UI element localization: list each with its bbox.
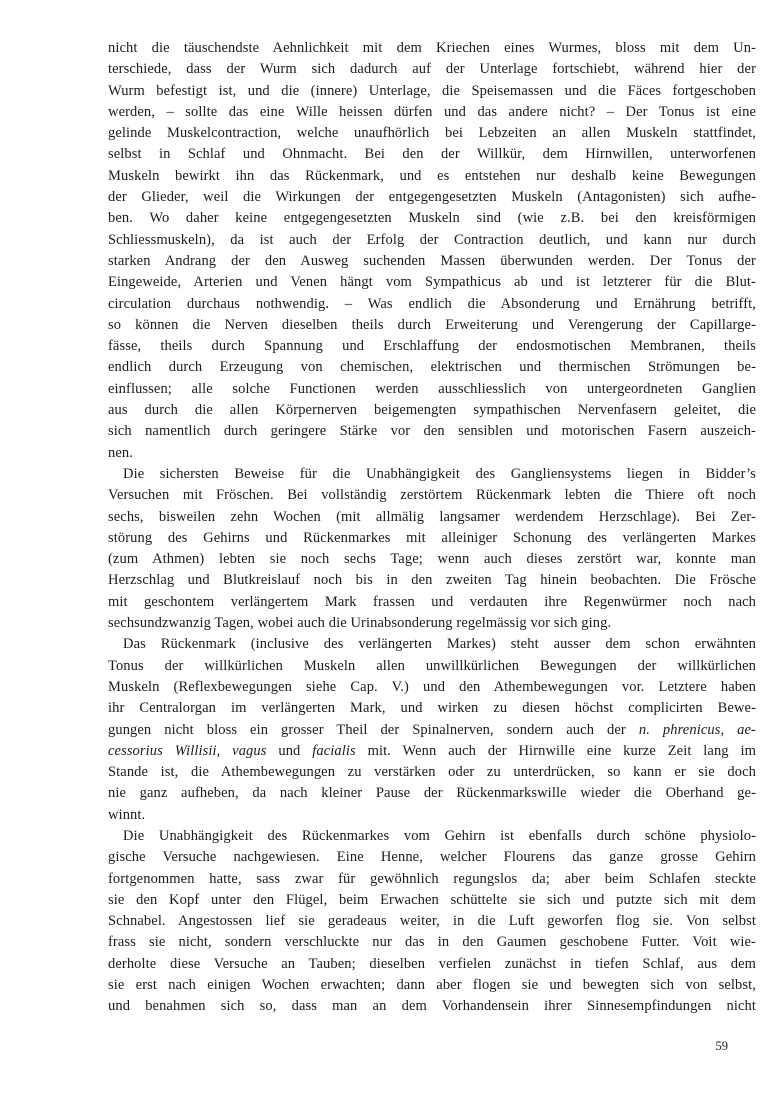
text-line: Die Unabhängigkeit des Rückenmarkes vom Gehirn ist ebenfalls durch schöne physiolo- bbox=[123, 827, 756, 844]
text-line: endlich durch Erzeugung von chemischen, elektrischen und thermischen Strömungen be- bbox=[108, 359, 756, 376]
text-line: Das Rückenmark (inclusive des verlängerten Markes) steht ausser dem schon erwähnten bbox=[123, 636, 756, 653]
text-line: gelinde Muskelcontraction, welche unaufhörlich bei Lebzeiten an allen Muskeln stattfindet, bbox=[108, 125, 756, 142]
page-number: 59 bbox=[715, 1039, 728, 1053]
text-line: Schnabel. Angestossen lief sie geradeaus weiter, in die Luft geworfen flog sie. Von selbst bbox=[108, 913, 756, 930]
paragraph bbox=[108, 826, 756, 1018]
text-line: sechsundzwanzig Tagen, wobei auch die Urinabsonderung regelmässig vor sich ging. bbox=[108, 615, 612, 632]
text-line: selbst in Schlaf und Ohnmacht. Bei den der Willkür, dem Hirnwillen, unterworfenen bbox=[108, 146, 756, 163]
text-line: Wurm befestigt ist, und die (innere) Unterlage, die Speisemassen und die Fäces fortgeschoben bbox=[108, 82, 756, 99]
text-line: gungen nicht bloss ein grosser Theil der Spinalnerven, sondern auch der n. phrenicus, ae- bbox=[108, 721, 756, 738]
italic-text: facialis bbox=[312, 742, 356, 759]
italic-text: n. phrenicus, ae- bbox=[638, 721, 756, 738]
text-line: störung des Gehirns und Rückenmarkes mit alleiniger Schonung des verlängerten Markes bbox=[108, 529, 756, 546]
italic-text: cessorius Willisii, vagus bbox=[108, 742, 267, 759]
paragraph bbox=[108, 38, 756, 464]
text-line: fortgenommen hatte, sass zwar für gewöhnlich regungslos da; aber beim Schlafen steckte bbox=[108, 870, 756, 887]
text-line: sie erst nach einigen Wochen erwachten; dann aber flogen sie und bewegten sich von selbst, bbox=[108, 977, 756, 994]
text-line: nen. bbox=[108, 444, 133, 461]
text-line: winnt. bbox=[108, 806, 146, 823]
text-line: gische Versuche nachgewiesen. Eine Henne, welcher Flourens das ganze grosse Gehirn bbox=[108, 849, 756, 866]
text-line: Die sichersten Beweise für die Unabhängigkeit des Gangliensystems liegen in Bidder’s bbox=[123, 465, 756, 482]
text-line: (zum Athmen) lebten sie noch sechs Tage; wenn auch dieses zerstört war, konnte man bbox=[108, 551, 756, 568]
text-line: und benahmen sich so, dass man an dem Vorhandensein ihrer Sinnesempfindungen nicht bbox=[108, 998, 756, 1015]
text-line: Stande ist, die Athembewegungen zu verstärken oder zu unterdrücken, so kann er sie doch bbox=[108, 764, 756, 781]
text-line: mit geschontem verlängertem Mark frassen und verdauten ihre Regenwürmer noch nach bbox=[108, 593, 756, 610]
text-line: circulation durchaus nothwendig. – Was endlich die Absonderung und Ernährung betrifft, bbox=[108, 295, 756, 312]
text-line: cessorius Willisii, vagus und facialis mit. Wenn auch der Hirnwille eine kurze Zeit lang im bbox=[108, 742, 756, 759]
text-line: nie ganz aufheben, da nach kleiner Pause der Rückenmarkswille wieder die Oberhand ge- bbox=[108, 785, 756, 802]
text-line: aus durch die allen Körpernerven beigemengten sympathischen Nervenfasern geleitet, die bbox=[108, 402, 756, 419]
text-line: derholte diese Versuche an Tauben; dieselben verfielen zunächst in tiefen Schlaf, aus dem bbox=[108, 955, 756, 972]
text-line: sie den Kopf unter den Flügel, beim Erwachen schüttelte sie sich und putzte sich mit dem bbox=[108, 891, 756, 908]
text-line: fässe, theils durch Spannung und Erschlaffung der endosmotischen Membranen, theils bbox=[108, 338, 756, 355]
text-line: Muskeln (Reflexbewegungen siehe Cap. V.) und den Athembewegungen vor. Letztere haben bbox=[108, 678, 756, 695]
text-line: starken Andrang der den Ausweg suchenden Massen überwunden werden. Der Tonus der bbox=[108, 252, 756, 269]
text-line: sechs, bisweilen zehn Wochen (mit allmälig langsamer werdendem Herzschlage). Bei Zer- bbox=[108, 508, 756, 525]
text-line: Muskeln bewirkt ihn das Rückenmark, und es entstehen nur deshalb keine Bewegungen bbox=[108, 167, 756, 184]
text-line: frass sie nicht, sondern verschluckte nur das in den Gaumen geschobene Futter. Voit wie- bbox=[108, 934, 756, 951]
text-line: Eingeweide, Arterien und Venen hängt vom Sympathicus ab und ist letzterer für die Blut- bbox=[108, 274, 756, 291]
text-line: sich namentlich durch geringere Stärke vor den sensiblen und motorischen Fasern auszeich- bbox=[108, 423, 756, 440]
text-line: Tonus der willkürlichen Muskeln allen unwillkürlichen Bewegungen der willkürlichen bbox=[108, 657, 756, 674]
paragraph bbox=[108, 634, 756, 826]
paragraph bbox=[108, 464, 756, 634]
text-line: Versuchen mit Fröschen. Bei vollständig zerstörtem Rückenmark lebten die Thiere oft noch bbox=[108, 487, 756, 504]
text-line: so können die Nerven dieselben theils durch Erweiterung und Verengerung der Capillarge- bbox=[108, 316, 756, 333]
text-line: der Glieder, weil die Wirkungen der entgegengesetzten Muskeln (Antagonisten) sich aufhe- bbox=[108, 189, 756, 206]
text-line: ben. Wo daher keine entgegengesetzten Muskeln sind (wie z.B. bei den kreisförmigen bbox=[108, 210, 756, 227]
text-line: terschiede, dass der Wurm sich dadurch auf der Unterlage fortschiebt, während hier der bbox=[108, 61, 756, 78]
text-block bbox=[108, 38, 756, 1018]
text-line: nicht die täuschendste Aehnlichkeit mit dem Kriechen eines Wurmes, bloss mit dem Un- bbox=[108, 40, 756, 56]
text-line: ihr Centralorgan im verlängerten Mark, und wirken zu diesen höchst complicirten Bewe- bbox=[108, 700, 756, 717]
text-line: Herzschlag und Blutkreislauf noch bis in den zweiten Tag hinein beobachten. Die Frösche bbox=[108, 572, 756, 589]
text-line: werden, – sollte das eine Wille heissen dürfen und das andere nicht? – Der Tonus ist eine bbox=[108, 103, 756, 120]
text-line: Schliessmuskeln), da ist auch der Erfolg der Contraction deutlich, und kann nur durch bbox=[108, 231, 756, 248]
text-line: einflussen; alle solche Functionen werden ausschliesslich von untergeordneten Ganglien bbox=[108, 380, 756, 397]
